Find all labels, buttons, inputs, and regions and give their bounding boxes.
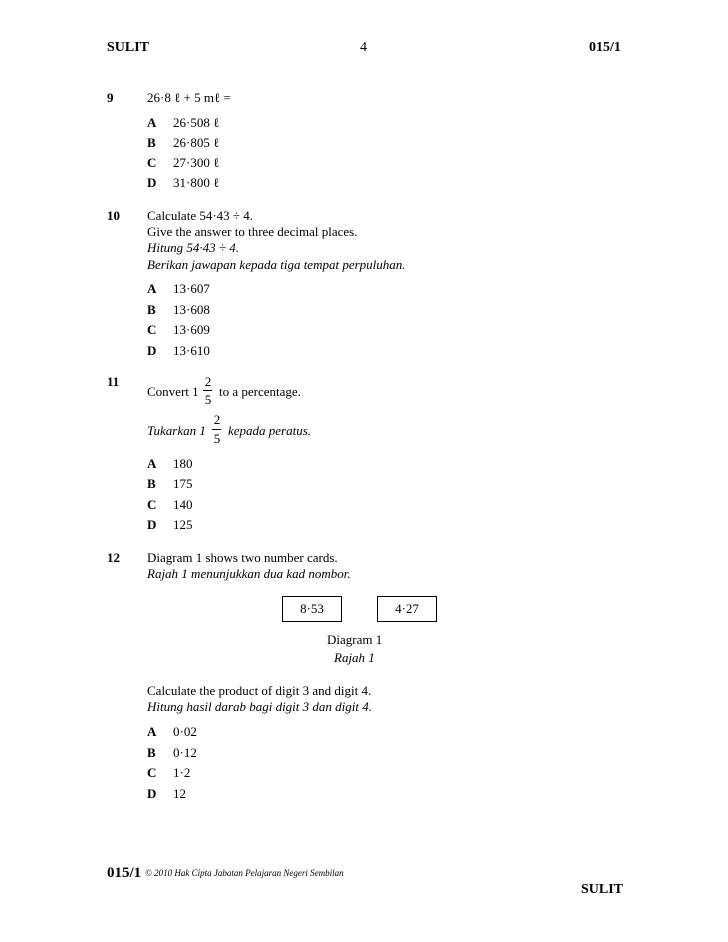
option-text: 13·607 — [173, 281, 210, 296]
fraction-denominator: 5 — [204, 392, 212, 407]
option-text: 26·805 ℓ — [173, 135, 220, 150]
option-text: 12 — [173, 786, 186, 801]
option-text: 180 — [173, 456, 193, 471]
option-letter[interactable]: B — [147, 476, 156, 491]
header-paper-code: 015/1 — [589, 40, 621, 55]
question-text-ms-suffix: kepada peratus. — [228, 423, 312, 438]
option-text: 13·608 — [173, 302, 210, 317]
option-letter[interactable]: B — [147, 302, 156, 317]
option-text: 125 — [173, 517, 193, 532]
option-letter[interactable]: D — [147, 175, 157, 190]
option-letter[interactable]: C — [147, 322, 157, 337]
option-text: 31·800 ℓ — [173, 175, 220, 190]
fraction-bar — [203, 390, 212, 391]
option-letter[interactable]: A — [147, 281, 157, 296]
header-sulit: SULIT — [107, 40, 150, 55]
question-text-en: Calculate the product of digit 3 and digit 4. — [147, 683, 372, 698]
option-letter[interactable]: D — [147, 517, 157, 532]
option-text: 13·609 — [173, 322, 210, 337]
option-letter[interactable]: B — [147, 135, 156, 150]
question-number: 11 — [107, 374, 120, 389]
option-letter[interactable]: D — [147, 343, 157, 358]
diagram-caption-ms: Rajah 1 — [334, 650, 375, 665]
question-number: 9 — [107, 90, 114, 105]
question-text-ms: Hitung 54·43 ÷ 4. — [147, 240, 239, 255]
option-letter[interactable]: C — [147, 497, 157, 512]
option-letter[interactable]: C — [147, 155, 157, 170]
question-number: 10 — [107, 208, 120, 223]
question-text-en: Diagram 1 shows two number cards. — [147, 550, 338, 565]
number-card: 8·53 — [282, 596, 342, 622]
diagram-caption-en: Diagram 1 — [327, 632, 383, 647]
option-letter[interactable]: C — [147, 765, 157, 780]
page-number: 4 — [360, 40, 367, 55]
question-text-ms: Hitung hasil darab bagi digit 3 dan digit 4. — [147, 699, 372, 714]
fraction-numerator: 2 — [204, 374, 212, 389]
footer-sulit: SULIT — [581, 882, 624, 897]
option-text: 27·300 ℓ — [173, 155, 220, 170]
option-letter[interactable]: A — [147, 724, 157, 739]
question-text-ms-prefix: Tukarkan 1 — [147, 423, 206, 438]
option-text: 0·02 — [173, 724, 197, 739]
question-text-en: Calculate 54·43 ÷ 4. — [147, 208, 254, 223]
question-stem: 26·8 ℓ + 5 mℓ = — [147, 90, 231, 105]
question-number: 12 — [107, 550, 120, 565]
footer-paper-code: 015/1 — [107, 865, 142, 881]
option-letter[interactable]: D — [147, 786, 157, 801]
question-text-en-suffix: to a percentage. — [219, 384, 301, 399]
option-letter[interactable]: A — [147, 456, 157, 471]
option-letter[interactable]: A — [147, 115, 157, 130]
option-text: 140 — [173, 497, 193, 512]
option-text: 13·610 — [173, 343, 210, 358]
question-instruction-en: Give the answer to three decimal places. — [147, 224, 358, 239]
fraction-bar — [212, 429, 221, 430]
fraction-denominator: 5 — [213, 431, 221, 446]
question-text-en-prefix: Convert 1 — [147, 384, 199, 399]
footer-copyright: © 2010 Hak Cipta Jabatan Pelajaran Negeri Sembilan — [145, 868, 344, 878]
option-text: 1·2 — [173, 765, 191, 780]
option-text: 26·508 ℓ — [173, 115, 220, 130]
option-letter[interactable]: B — [147, 745, 156, 760]
option-text: 0·12 — [173, 745, 197, 760]
number-card: 4·27 — [377, 596, 437, 622]
fraction-numerator: 2 — [213, 412, 221, 427]
question-instruction-ms: Berikan jawapan kepada tiga tempat perpuluhan. — [147, 257, 406, 272]
question-text-ms: Rajah 1 menunjukkan dua kad nombor. — [147, 566, 351, 581]
option-text: 175 — [173, 476, 193, 491]
